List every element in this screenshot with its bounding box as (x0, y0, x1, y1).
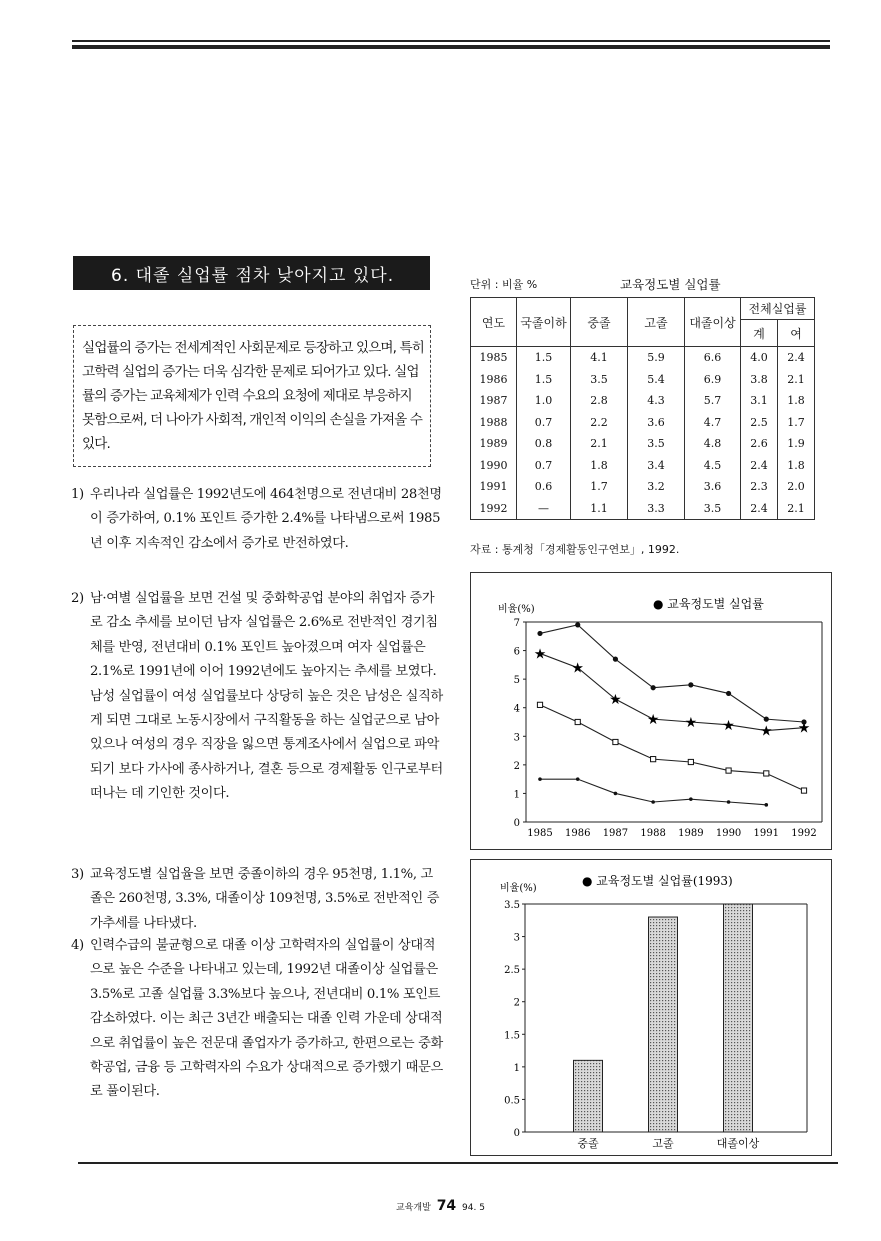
y-tick-label: 5 (513, 675, 520, 687)
table-cell: 2.0 (778, 476, 815, 498)
data-point: ★ (646, 712, 660, 729)
table-cell: 6.6 (685, 347, 741, 369)
bar (574, 1060, 603, 1132)
page-number: 74 (436, 1198, 457, 1214)
table-cell: 2.2 (571, 412, 628, 434)
table-cell: 1.9 (778, 433, 815, 455)
paragraph-text: 교육정도별 실업율을 보면 중졸이하의 경우 95천명, 1.1%, 고졸은 260천명, 3.3%, 대졸이상 109천명, 3.5%로 전반적인 증가추세를 나타냈다. (90, 867, 440, 931)
paragraph-text: 인력수급의 불균형으로 대졸 이상 고학력자의 실업률이 상대적으로 높은 수준을 나타내고 있는데, 1992년 대졸이상 실업률은 3.5%로 고졸 실업률 3.3%보다 높으나, 전년대비 0.1% 포인트 감소하였다. 이는 최근 3년간 배출되는 대졸 인력 가운데 상대적으로 취업률이 높은 전문대 졸업자가 증가하고, 한편으로는 중화학공업, 금융 등 고학력자의 수요가 상대적으로 증가했기 때문으로 풀이된다. (90, 938, 443, 1100)
paragraph-text: 남·여별 실업률을 보면 건설 및 중화학공업 분야의 취업자 증가로 감소 추세를 보이던 남자 실업률은 2.6%로 전반적인 경기침체를 반영, 전년대비 0.1% 포인트 높아졌으며 여자 실업률은 2.1%로 1991년에 이어 1992년에도 높아지는 추세를 보였다. 남성 실업률이 여성 실업률보다 상당히 높은 것은 남성은 실직하게 되면 그대로 노동시장에서 구직활동을 하는 실업군으로 남아있으나 여성의 경우 직장을 잃으면 통계조사에서 실업으로 파악되기 보다 가사에 종사하거나, 결혼 등으로 경제활동 인구로부터 떠나는 데 기인한 것이다. (90, 591, 443, 802)
table-row (471, 412, 815, 434)
table-cell: 4.3 (628, 390, 685, 412)
data-point (726, 768, 731, 773)
top-rule (72, 40, 830, 42)
col-header-middle: 중졸 (571, 298, 628, 347)
data-point (688, 682, 693, 687)
table-cell: 0.7 (517, 455, 571, 477)
data-point (576, 777, 580, 781)
data-point (688, 759, 693, 764)
table-cell: 5.9 (628, 347, 685, 369)
data-point (764, 717, 769, 722)
col-header-female: 여 (778, 320, 815, 347)
data-point (764, 803, 768, 807)
table-cell: 5.7 (685, 390, 741, 412)
chart-title: ● 교육정도별 실업률 (653, 597, 764, 611)
table-cell: 1.8 (778, 390, 815, 412)
table-row (471, 476, 815, 498)
table-cell: 3.6 (685, 476, 741, 498)
paragraph-1 (71, 483, 443, 556)
table-cell: 1.8 (778, 455, 815, 477)
table-cell: 1987 (471, 390, 517, 412)
table-cell: 0.7 (517, 412, 571, 434)
table-cell: 1988 (471, 412, 517, 434)
data-point (801, 788, 806, 793)
y-tick-label: 3 (513, 732, 520, 744)
y-tick-label: 3 (513, 932, 520, 944)
table-cell: 3.5 (571, 369, 628, 391)
table-cell: 1.7 (571, 476, 628, 498)
table-cell: 1985 (471, 347, 517, 369)
bottom-rule (78, 1162, 838, 1164)
table-cell: 1.5 (517, 347, 571, 369)
top-rule (72, 45, 830, 49)
data-point (651, 685, 656, 690)
y-tick-label: 0 (513, 818, 520, 829)
data-point (727, 800, 731, 804)
table-cell: 2.4 (778, 347, 815, 369)
data-point (651, 757, 656, 762)
line-chart (470, 572, 832, 850)
table-cell: 1991 (471, 476, 517, 498)
table-cell: 0.6 (517, 476, 571, 498)
table-source: 자료 : 통계청「경제활동인구연보」, 1992. (470, 543, 680, 556)
table-row (471, 433, 815, 455)
data-point (689, 797, 693, 801)
data-point (613, 739, 618, 744)
x-tick-label: 1992 (791, 828, 817, 839)
col-header-high: 고졸 (628, 298, 685, 347)
table-cell: 5.4 (628, 369, 685, 391)
page-footer (0, 1198, 881, 1214)
table-cell: 2.6 (741, 433, 778, 455)
y-tick-label: 0.5 (504, 1095, 520, 1107)
table-cell: 1.7 (778, 412, 815, 434)
table-cell: 4.5 (685, 455, 741, 477)
table-cell: 4.8 (685, 433, 741, 455)
x-tick-label: 대졸이상 (716, 1137, 760, 1150)
table-cell: 3.3 (628, 498, 685, 520)
col-header-total-sub: 계 (741, 320, 778, 347)
y-axis-label: 비율(%) (500, 883, 537, 894)
y-tick-label: 2 (513, 997, 520, 1009)
bar-chart (470, 859, 832, 1156)
x-tick-label: 고졸 (652, 1137, 674, 1150)
x-tick-label: 1990 (715, 828, 742, 839)
table-cell: 1.1 (571, 498, 628, 520)
x-tick-label: 1989 (678, 828, 704, 839)
table-row (471, 347, 815, 369)
paragraph-number: 1) (71, 487, 84, 502)
col-header-year: 연도 (471, 298, 517, 347)
data-point: ★ (722, 717, 735, 734)
y-tick-label: 2.5 (504, 965, 520, 977)
data-point: ★ (760, 723, 773, 740)
data-point: ★ (533, 646, 547, 663)
table-cell: 3.6 (628, 412, 685, 434)
table-cell: 0.8 (517, 433, 571, 455)
data-point: ★ (571, 660, 584, 677)
x-tick-label: 1987 (602, 828, 629, 839)
table-cell: 2.5 (741, 412, 778, 434)
y-tick-label: 6 (513, 646, 520, 658)
paragraph-number: 4) (71, 938, 84, 953)
table-row (471, 455, 815, 477)
unemployment-table (470, 297, 815, 520)
table-cell: 1986 (471, 369, 517, 391)
x-tick-label: 1986 (564, 828, 591, 839)
table-cell: 1989 (471, 433, 517, 455)
table-row (471, 498, 815, 520)
table-cell: 1.5 (517, 369, 571, 391)
data-point (537, 631, 542, 636)
table-cell: 1992 (471, 498, 517, 520)
table-row (471, 369, 815, 391)
table-cell: 3.8 (741, 369, 778, 391)
paragraph-number: 3) (71, 867, 84, 882)
data-point (537, 702, 542, 707)
table-cell: 6.9 (685, 369, 741, 391)
journal-name: 교육개발 (396, 1203, 431, 1213)
data-point (613, 657, 618, 662)
table-cell: 3.5 (685, 498, 741, 520)
data-point (538, 777, 542, 781)
table-cell: 3.1 (741, 390, 778, 412)
table-cell: 4.0 (741, 347, 778, 369)
x-tick-label: 중졸 (577, 1137, 599, 1150)
table-cell: 2.1 (571, 433, 628, 455)
y-tick-label: 0 (513, 1128, 520, 1139)
data-point: ★ (797, 720, 811, 737)
x-tick-label: 1991 (753, 828, 780, 839)
table-cell: 2.1 (778, 498, 815, 520)
table-cell: 2.4 (741, 455, 778, 477)
y-tick-label: 1.5 (504, 1030, 520, 1042)
paragraph-2 (71, 587, 443, 807)
y-tick-label: 2 (513, 760, 520, 772)
table-cell: 1.8 (571, 455, 628, 477)
y-tick-label: 1 (513, 1062, 520, 1074)
table-row (471, 390, 815, 412)
table-unit: 단위 : 비율 % (470, 278, 538, 291)
y-axis-label: 비율(%) (498, 604, 535, 615)
col-header-primary: 국졸이하 (517, 298, 571, 347)
table-title: 교육정도별 실업률 (620, 277, 721, 292)
col-header-total: 전체실업률 (741, 298, 815, 320)
table-cell: 2.1 (778, 369, 815, 391)
summary-text: 실업률의 증가는 전세계적인 사회문제로 등장하고 있으며, 특히 고학력 실업의 증가는 더욱 심각한 문제로 되어가고 있다. 실업률의 증가는 교육체제가 인력 수요의 요청에 제대로 부응하지 못함으로써, 더 나아가 사회적, 개인적 이익의 손실을 가져올 수 있다. (82, 340, 424, 452)
table-cell: 2.3 (741, 476, 778, 498)
paragraph-3 (71, 863, 443, 936)
table-cell: — (517, 498, 571, 520)
table-cell: 4.7 (685, 412, 741, 434)
data-point (651, 800, 655, 804)
data-point (575, 719, 580, 724)
bar (649, 917, 678, 1132)
table-cell: 2.8 (571, 390, 628, 412)
paragraph-number: 2) (71, 591, 84, 606)
y-tick-label: 4 (513, 703, 520, 715)
y-tick-label: 1 (513, 789, 520, 801)
data-point (614, 792, 618, 796)
table-cell: 2.4 (741, 498, 778, 520)
table-cell: 1990 (471, 455, 517, 477)
paragraph-4 (71, 934, 443, 1105)
chart-title: ● 교육정도별 실업률(1993) (582, 874, 733, 888)
data-point (764, 771, 769, 776)
table-cell: 3.2 (628, 476, 685, 498)
col-header-college: 대졸이상 (685, 298, 741, 347)
table-cell: 1.0 (517, 390, 571, 412)
data-point (726, 691, 731, 696)
data-point: ★ (684, 715, 698, 731)
y-tick-label: 3.5 (504, 900, 520, 911)
data-point: ★ (609, 692, 622, 709)
issue-date: 94. 5 (462, 1203, 485, 1213)
table-cell: 3.4 (628, 455, 685, 477)
table-cell: 4.1 (571, 347, 628, 369)
section-title: 6. 대졸 실업률 점차 낮아지고 있다. (73, 256, 430, 290)
bar (724, 904, 753, 1132)
x-tick-label: 1985 (527, 828, 553, 839)
summary-box (73, 325, 431, 467)
table-cell: 3.5 (628, 433, 685, 455)
data-point (575, 622, 580, 627)
y-tick-label: 7 (513, 618, 520, 629)
x-tick-label: 1988 (640, 828, 666, 839)
paragraph-text: 우리나라 실업률은 1992년도에 464천명으로 전년대비 28천명이 증가하여, 0.1% 포인트 증가한 2.4%를 나타냄으로써 1985년 이후 지속적인 감소에서 증가로 반전하였다. (90, 487, 442, 551)
